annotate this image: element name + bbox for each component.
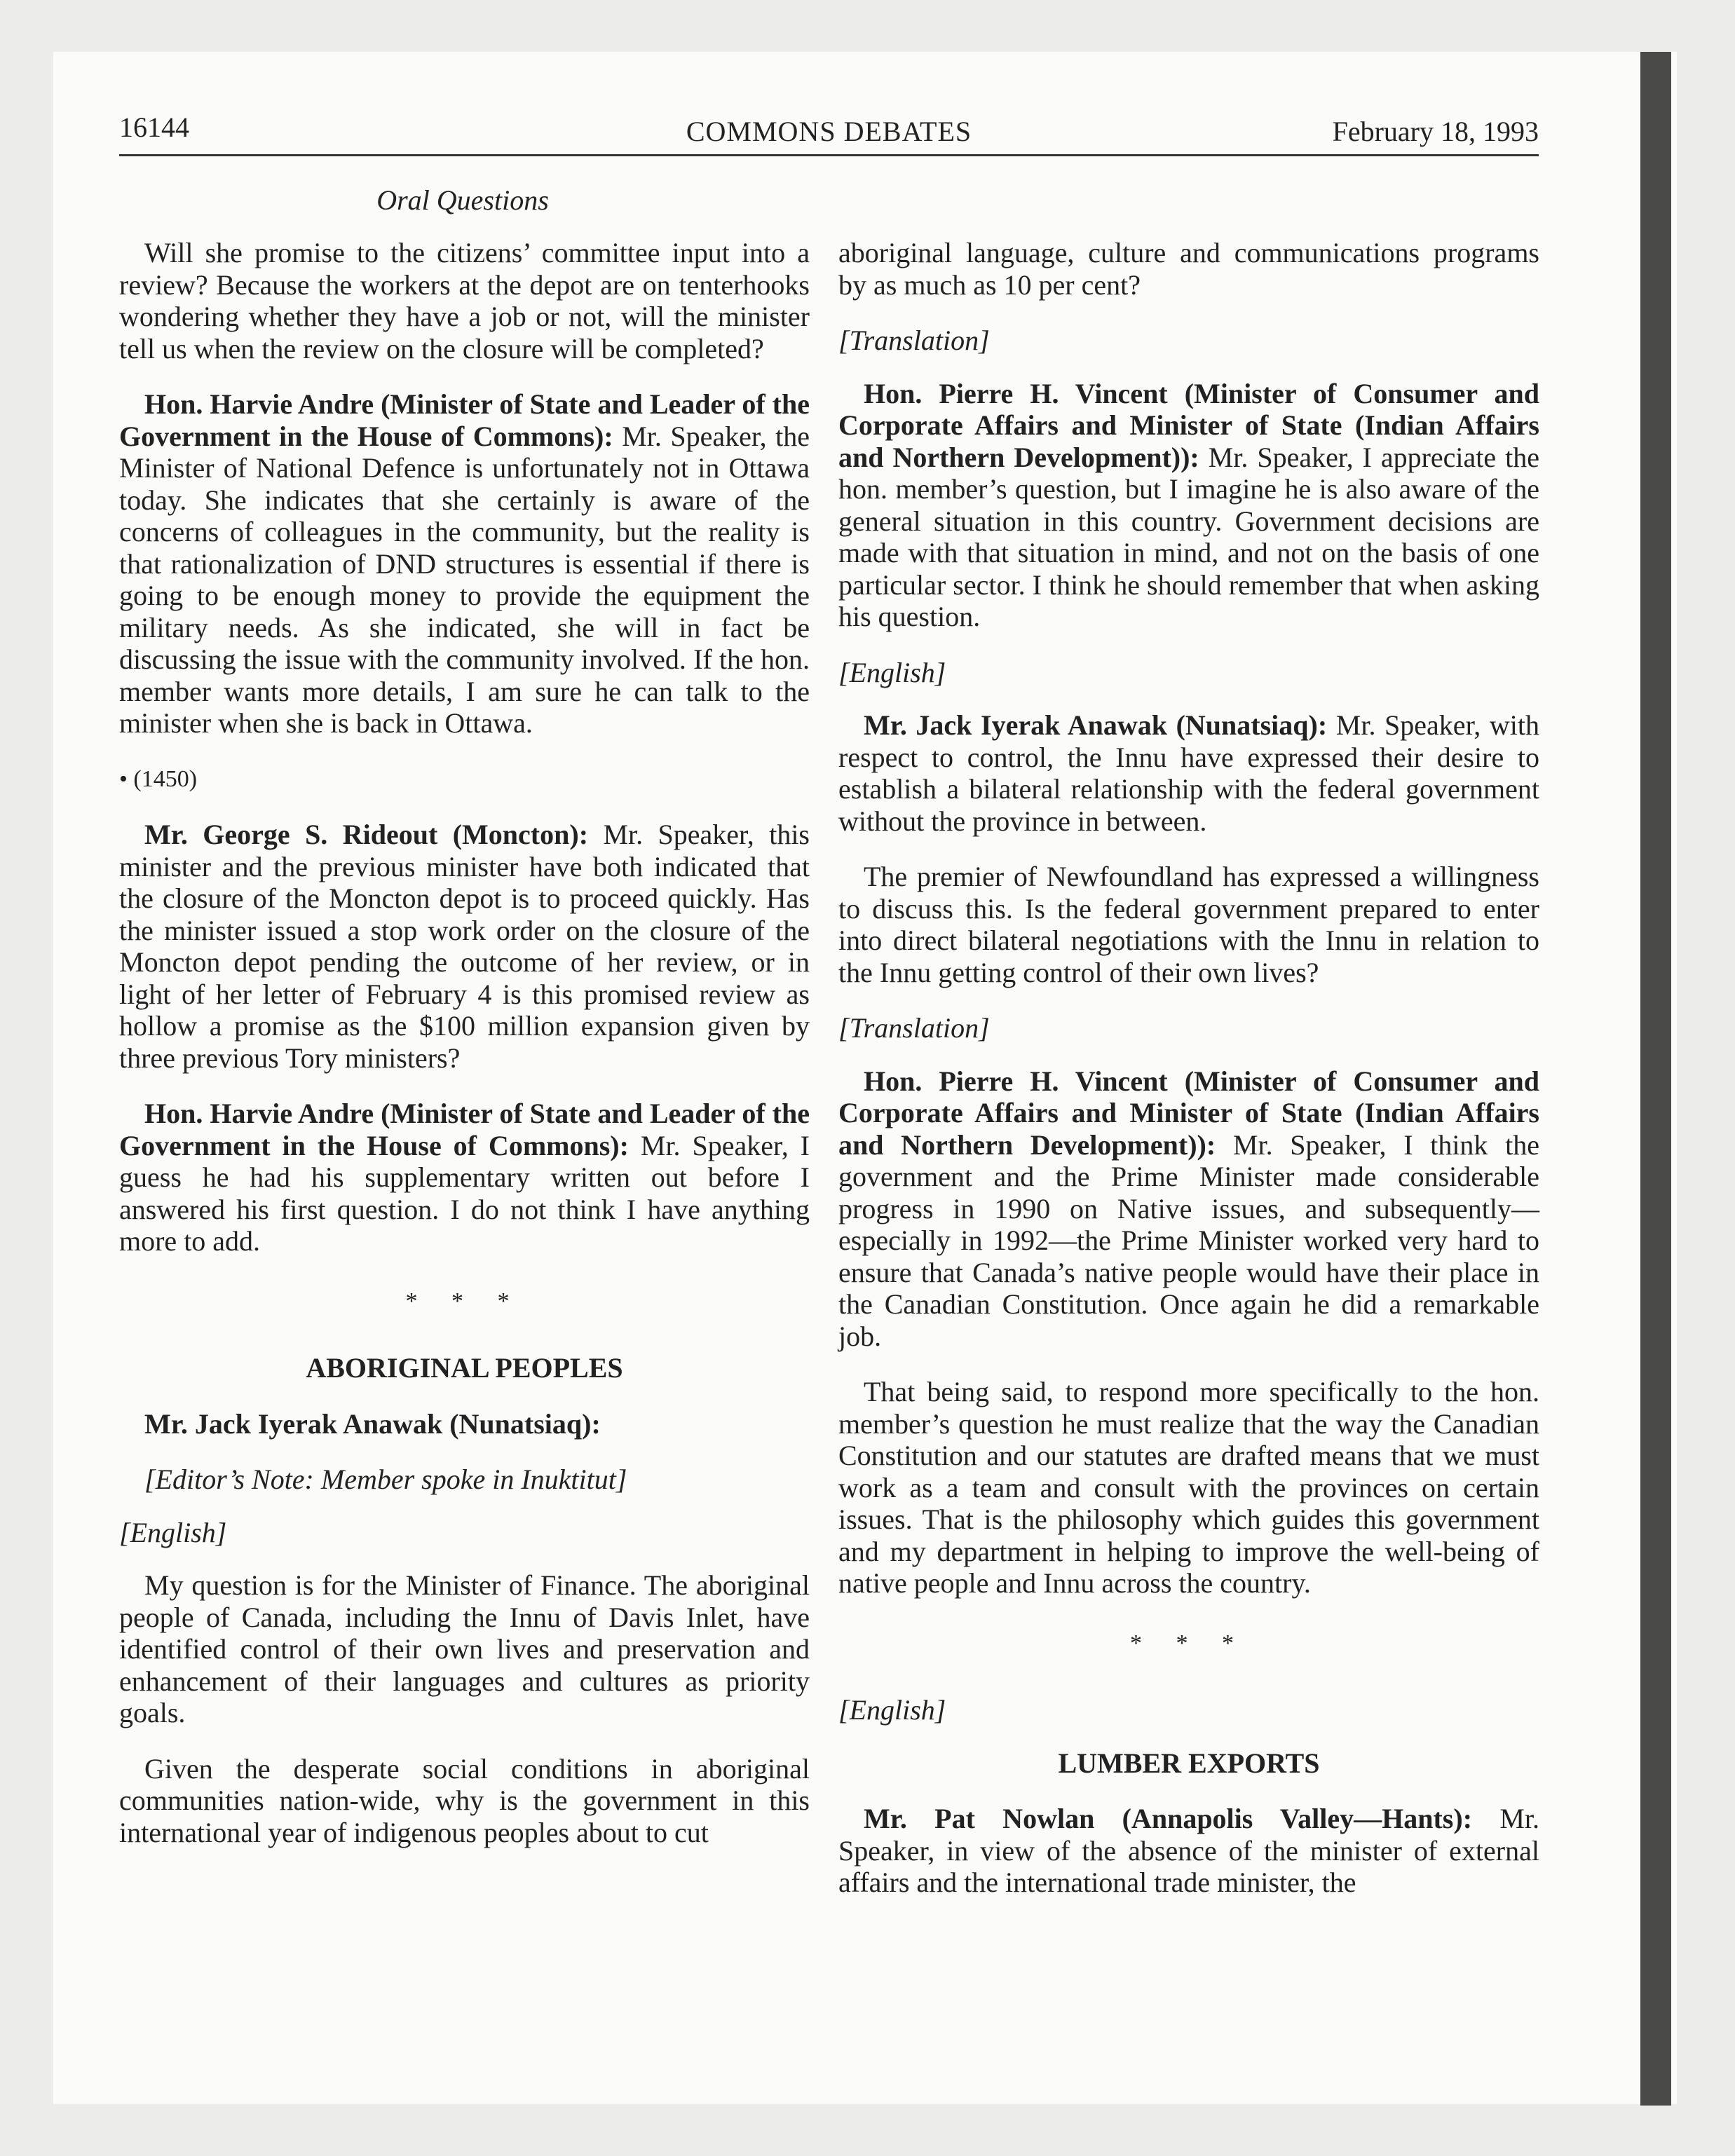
paragraph: My question is for the Minister of Finance. The aboriginal people of Canada, including the Innu of Davis Inlet, have identified control of their own lives and preservation and enhancement of their languages and cultures as priority goals. [119,1569,810,1728]
speech-paragraph [119,1408,810,1440]
paragraph: That being said, to respond more specifically to the hon. member’s question he must realize that the way the Canadian Constitution and our statutes are drafted means that we must work as a team and consult with the provinces on certain issues. That is the philosophy which guides this government and my department in helping to improve the well-being of native people and Innu across the country. [838,1376,1539,1599]
speaker-name: Hon. Harvie Andre (Minister of State and Leader of the Government in the House of Commons): [119,1098,810,1161]
speech-text: Mr. Speaker, I guess he had his supplementary written out before I answered his first question. I do not think I have anything more to add. [119,1129,810,1257]
publication-date: February 18, 1993 [1332,116,1539,147]
speech-text: Mr. Speaker, the Minister of National Defence is unfortunately not in Ottawa today. She indicates that she certainly is aware of the concerns of colleagues in the community, but the reality is that rationalization of DND structures is essential if there is going to be enough money to provide the equipment the military needs. As she indicated, she will in fact be discussing the issue with the community involved. If the hon. member wants more details, I am sure he can talk to the minister when she is back in Ottawa. [119,420,810,739]
language-tag: [Translation] [838,325,990,356]
speech-text: Mr. Speaker, I think the government and the Prime Minister made considerable progress in 1990 on Native issues, and subsequently—especially in 1992—the Prime Minister worked very hard to ensure that Canada’s native people would have their place in the Canadian Constitution. Once again he did a remarkable job. [838,1128,1539,1352]
speech-paragraph [119,819,810,1074]
speech-text: Mr. Speaker, in view of the absence of the minister of external affairs and the international trade minister, the [838,1803,1539,1898]
speaker-name: Mr. Jack Iyerak Anawak (Nunatsiaq): [864,709,1328,741]
paragraph: Will she promise to the citizens’ committee input into a review? Because the workers at the depot are on tenterhooks wondering whether they have a job or not, will the minister tell us when the review on the closure will be completed? [119,237,810,364]
scan-edge-shadow [1640,52,1671,2106]
speech-paragraph [838,1803,1539,1899]
section-heading: LUMBER EXPORTS [1058,1747,1320,1779]
speech-paragraph [119,388,810,739]
language-tag: [English] [119,1516,227,1548]
speech-paragraph [838,378,1539,633]
speaker-name: Mr. Jack Iyerak Anawak (Nunatsiaq): [144,1407,601,1440]
speech-paragraph [119,1098,810,1257]
speech-text: Mr. Speaker, this minister and the previous minister have both indicated that the closure of the Moncton depot is to proceed quickly. Has the minister issued a stop work order on the closure of the Moncton depot pending the outcome of her review, or in light of her letter of February 4 is this promised review as hollow a promise as the $100 million expansion given by three previous Tory ministers? [119,819,810,1074]
speaker-name: Hon. Pierre H. Vincent (Minister of Consumer and Corporate Affairs and Minister of State (Indian Affairs and Northern Development)): [838,377,1539,473]
paragraph: aboriginal language, culture and communications programs by as much as 10 per cent? [838,237,1539,301]
left-column [119,237,810,1872]
speech-text: Mr. Speaker, I appreciate the hon. member’s question, but I imagine he is also aware of the general situation in this country. Government decisions are made with that situation in mind, and not on the basis of one particular sector. I think he should remember that when asking his question. [838,441,1539,632]
language-tag: [Translation] [838,1012,990,1044]
speaker-name: Mr. George S. Rideout (Moncton): [144,819,589,850]
publication-title: COMMONS DEBATES [686,116,972,147]
section-heading: ABORIGINAL PEOPLES [306,1352,623,1384]
section-separator: * * * [1130,1630,1248,1656]
language-tag: [English] [838,656,946,688]
paragraph: Given the desperate social conditions in aboriginal communities nation-wide, why is the government in this international year of indigenous peoples about to cut [119,1752,810,1848]
section-separator: * * * [405,1288,524,1314]
page-number: 16144 [119,111,189,143]
speech-paragraph [838,1065,1539,1353]
language-tag: [English] [838,1694,946,1726]
paragraph: The premier of Newfoundland has expressed a willingness to discuss this. Is the federal government prepared to enter into direct bilateral negotiations with the Innu in relation to the Innu getting control of their own lives? [838,861,1539,988]
speaker-name: Mr. Pat Nowlan (Annapolis Valley—Hants): [864,1803,1473,1834]
speaker-name: Hon. Harvie Andre (Minister of State and Leader of the Government in the House of Commons): [119,388,810,452]
section-label: Oral Questions [376,184,549,216]
speaker-name: Hon. Pierre H. Vincent (Minister of Consumer and Corporate Affairs and Minister of State (Indian Affairs and Northern Development)): [838,1065,1539,1161]
speech-paragraph [838,709,1539,837]
time-marker: • (1450) [119,765,198,792]
right-column [838,237,1539,1923]
page-header [119,111,1539,156]
speech-text: Mr. Speaker, with respect to control, the Innu have expressed their desire to establish a bilateral relationship with the federal government without the province in between. [838,709,1539,837]
editor-note: [Editor’s Note: Member spoke in Inuktitut] [144,1464,627,1495]
